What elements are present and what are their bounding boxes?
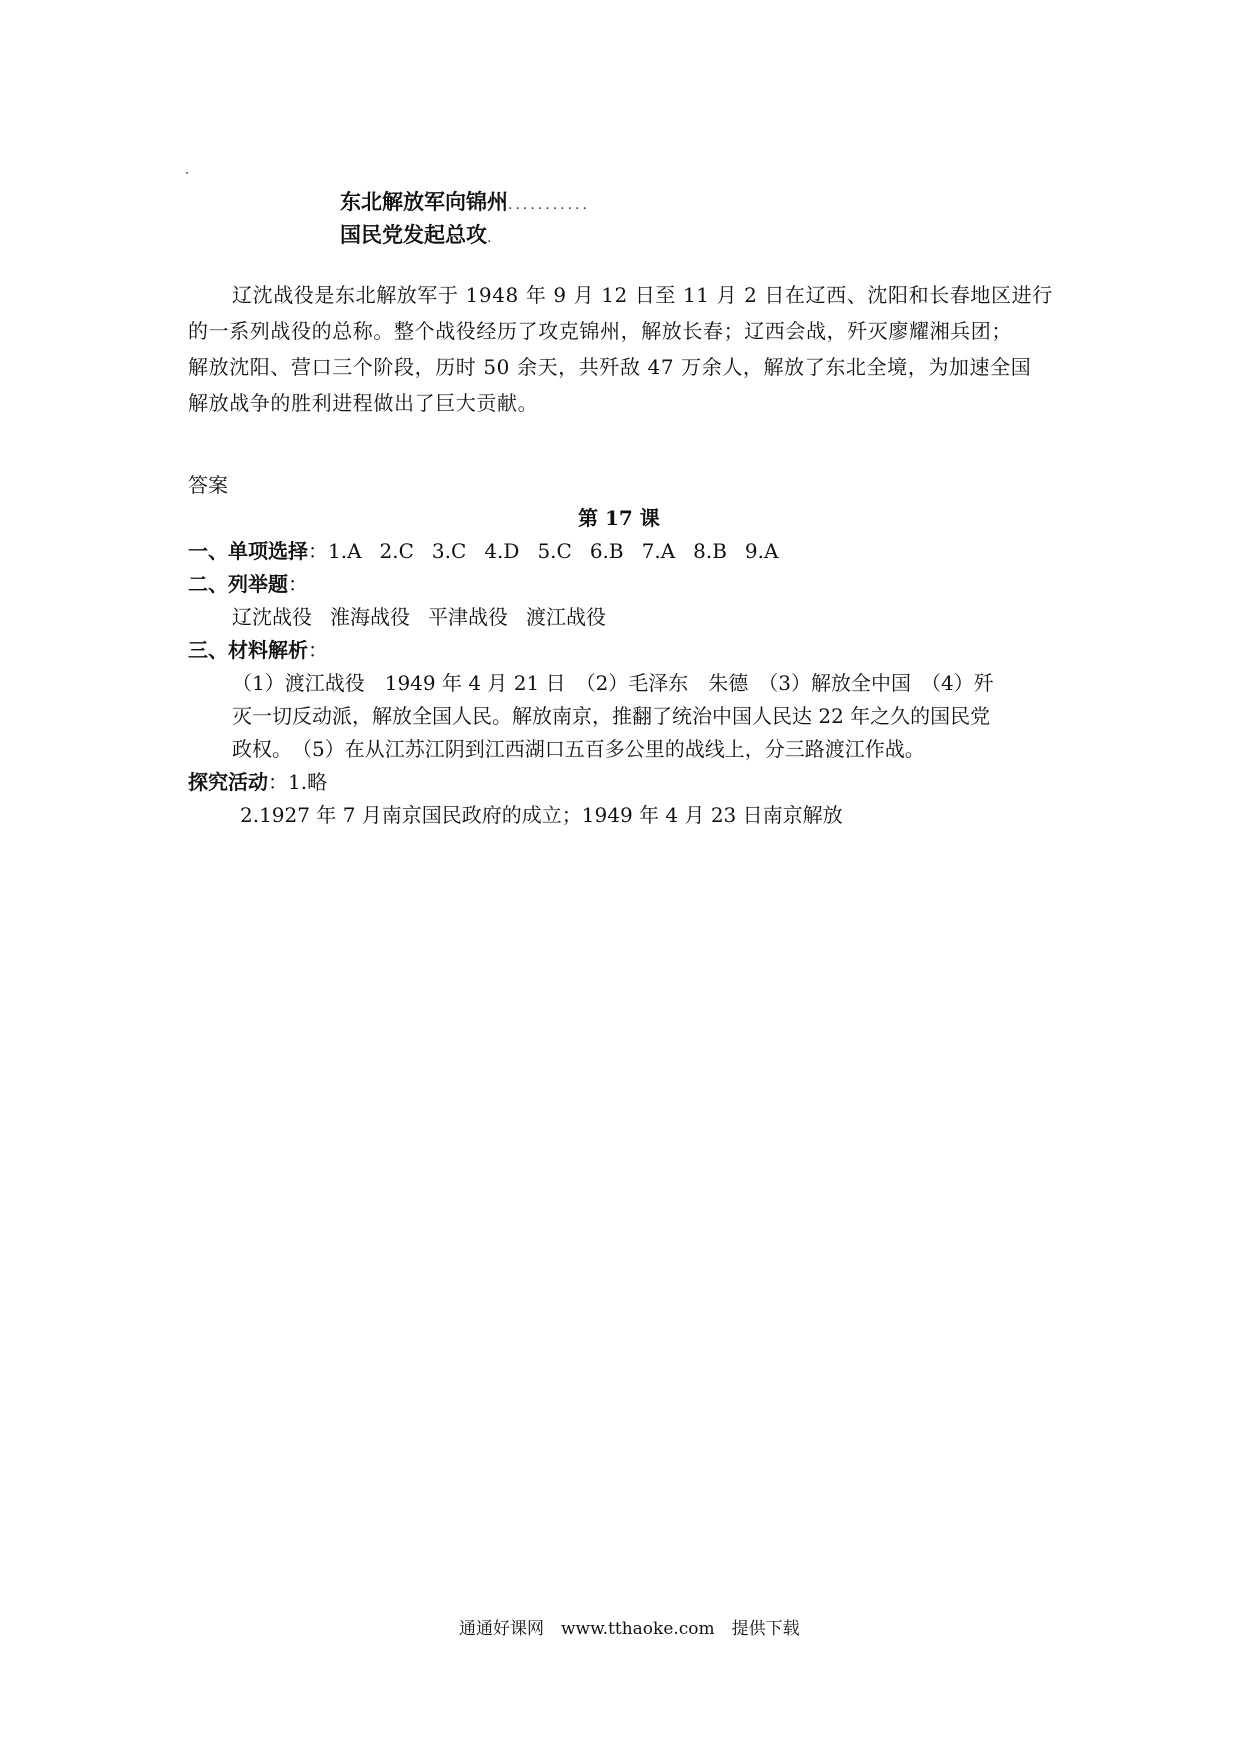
paragraph-line-3: 解放沈阳、营口三个阶段，历时 50 余天，共歼敌 47 万余人，解放了东北全境，为加速全国: [188, 355, 1032, 379]
page-footer: 通通好课网 www.tthaoke.com 提供下载: [459, 1619, 800, 1639]
inquiry-answer-1: 1.略: [288, 770, 328, 794]
section-inquiry-activity-colon: ：: [268, 770, 288, 794]
paragraph-line-2: 的一系列战役的总称。整个战役经历了攻克锦州，解放长春；辽西会战，歼灭廖耀湘兵团；: [188, 319, 1012, 343]
image-caption-line-1: [340, 186, 590, 216]
choice-answer-2: 2.C: [379, 539, 414, 563]
enumeration-item-3: 平津战役: [428, 605, 508, 629]
answers-heading: 答案: [188, 473, 228, 497]
paragraph-line-1: 辽沈战役是东北解放军于 1948 年 9 月 12 日至 11 月 2 日在辽西、沈阳和长春地区进行: [232, 283, 1053, 307]
choice-answer-5: 5.C: [537, 539, 572, 563]
choice-answer-1: 1.A: [328, 539, 362, 563]
caption-text-2: 国民党发起总攻: [340, 222, 487, 247]
choice-answer-9: 9.A: [744, 539, 779, 563]
enumeration-item-4: 渡江战役: [526, 605, 606, 629]
choice-answer-3: 3.C: [431, 539, 467, 563]
section-enumeration-label: 二、列举题: [188, 572, 288, 596]
enumeration-item-2: 淮海战役: [330, 605, 410, 629]
section-material-analysis: [188, 634, 328, 663]
enumeration-answers: [232, 601, 606, 630]
section-enumeration: [188, 568, 308, 597]
section-material-analysis-colon: ：: [308, 638, 328, 662]
enumeration-item-1: 辽沈战役: [232, 605, 312, 629]
choice-answer-6: 6.B: [589, 539, 624, 563]
section-single-choice-colon: ：: [308, 539, 328, 563]
material-analysis-line-3: 政权。 （5）在从江苏江阴到江西湖口五百多公里的战线上，分三路渡江作战。: [232, 737, 925, 761]
section-inquiry-activity: [188, 766, 327, 795]
lesson-title: 第 17 课: [578, 506, 660, 530]
caption-dots-2: .: [487, 230, 495, 246]
section-material-analysis-label: 三、材料解析: [188, 638, 308, 662]
section-enumeration-colon: ：: [288, 572, 308, 596]
section-inquiry-activity-label: 探究活动: [188, 770, 268, 794]
section-single-choice: [188, 535, 778, 564]
caption-text-1: 东北解放军向锦州: [340, 189, 508, 214]
choice-answer-8: 8.B: [693, 539, 727, 563]
material-analysis-line-1: （1）渡江战役 1949 年 4 月 21 日 （2）毛泽东 朱德 （3）解放全中国 （4）歼: [232, 671, 994, 695]
material-analysis-line-2: 灭一切反动派，解放全国人民。解放南京，推翻了统治中国人民达 22 年之久的国民党: [232, 704, 991, 728]
inquiry-answer-2: 2.1927 年 7 月南京国民政府的成立；1949 年 4 月 23 日南京解放: [240, 803, 843, 827]
choice-answer-4: 4.D: [484, 539, 520, 563]
scan-speck: [186, 172, 188, 174]
choice-answer-7: 7.A: [641, 539, 676, 563]
image-caption-line-2: [340, 219, 494, 249]
paragraph-line-4: 解放战争的胜利进程做出了巨大贡献。: [188, 391, 539, 415]
section-single-choice-label: 一、单项选择: [188, 539, 308, 563]
caption-dots-1: ...........: [508, 197, 590, 213]
